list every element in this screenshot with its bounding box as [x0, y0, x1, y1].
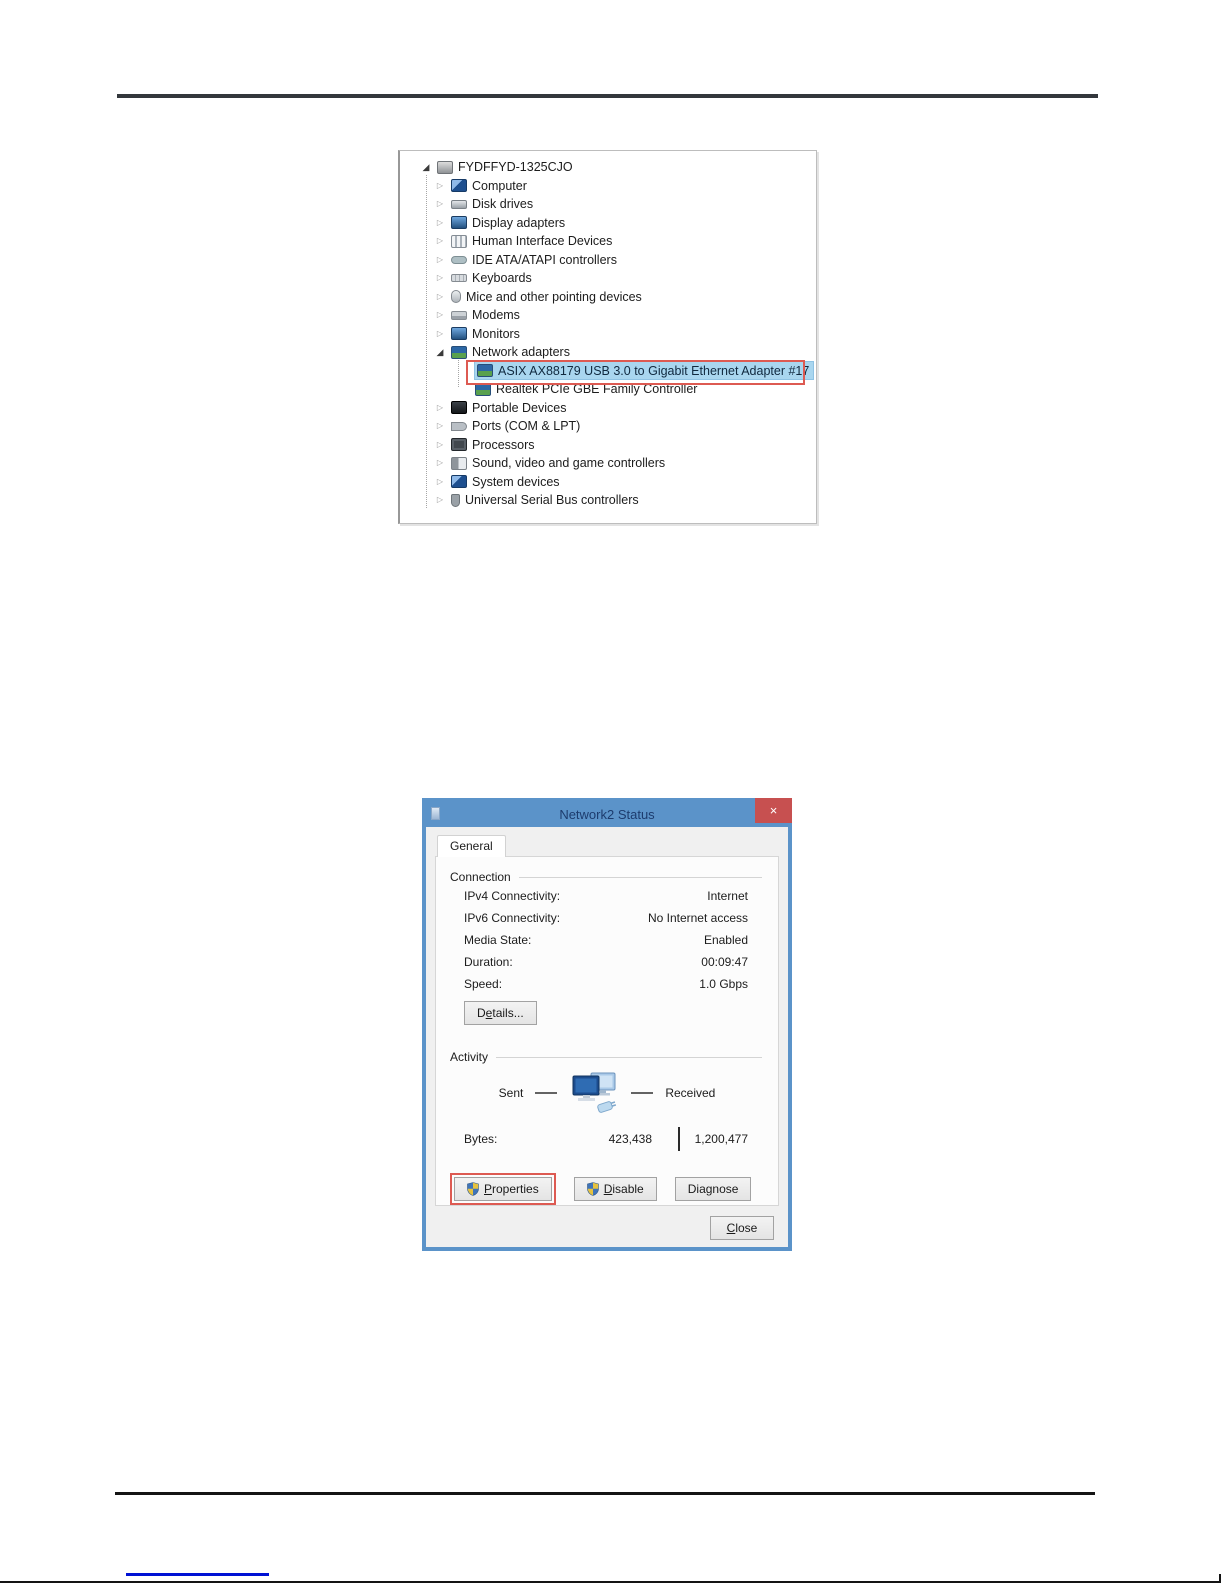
keyboard-icon	[451, 274, 467, 282]
monitor-icon	[451, 327, 467, 340]
connection-row-ipv6	[450, 907, 764, 929]
tree-item-label: ASIX AX88179 USB 3.0 to Gigabit Ethernet Adapter #17	[498, 363, 810, 378]
tree-item-label: Computer	[472, 178, 527, 193]
tab-strip	[435, 835, 779, 857]
tree-item-ports[interactable]	[400, 417, 816, 436]
group-rule	[496, 1057, 762, 1058]
tree-item-computer[interactable]	[400, 177, 816, 196]
expand-arrow-icon[interactable]	[434, 309, 446, 321]
footnote-link-underline[interactable]	[126, 1573, 269, 1576]
processor-icon	[451, 438, 467, 451]
tree-item-sound-controllers[interactable]	[400, 454, 816, 473]
tree-item-label: Human Interface Devices	[472, 234, 613, 249]
bytes-sent-value: 423,438	[608, 1132, 652, 1146]
tree-item-keyboards[interactable]	[400, 269, 816, 288]
display-adapter-icon	[451, 216, 467, 229]
uac-shield-icon	[467, 1182, 479, 1196]
tree-item-portable-devices[interactable]	[400, 399, 816, 418]
page-bottom-tick	[1219, 1574, 1221, 1583]
received-label: Received	[665, 1086, 716, 1100]
general-tab-panel	[435, 856, 779, 1206]
expand-arrow-icon[interactable]	[434, 346, 446, 359]
tree-item-label: Display adapters	[472, 215, 566, 230]
sound-icon	[451, 457, 467, 470]
row-value: 00:09:47	[701, 955, 748, 969]
red-annotation-box	[466, 360, 805, 385]
expand-arrow-icon[interactable]	[420, 161, 432, 174]
usb-icon	[451, 494, 460, 507]
details-button[interactable]: Details...	[464, 1001, 537, 1025]
page-bottom-edge	[0, 1581, 1221, 1583]
row-label: IPv6 Connectivity:	[464, 911, 561, 925]
tree-item-system-devices[interactable]	[400, 473, 816, 492]
ide-controller-icon	[451, 256, 467, 264]
row-label: IPv4 Connectivity:	[464, 889, 561, 903]
row-value: No Internet access	[647, 911, 748, 925]
group-rule	[519, 877, 762, 878]
network-status-icon	[431, 807, 440, 820]
expand-arrow-icon[interactable]	[434, 494, 446, 506]
red-annotation-box	[450, 1173, 556, 1205]
tree-item-label: Ports (COM & LPT)	[472, 419, 581, 434]
tree-item-label: Keyboards	[472, 271, 532, 286]
tree-item-label: Mice and other pointing devices	[466, 289, 642, 304]
row-value: Enabled	[703, 933, 748, 947]
mouse-icon	[451, 290, 461, 303]
tree-item-label: Portable Devices	[472, 400, 567, 415]
network-adapter-category-icon	[451, 346, 467, 359]
row-label: Duration:	[464, 955, 513, 969]
dialog-titlebar[interactable]	[426, 802, 788, 827]
expand-arrow-icon[interactable]	[434, 457, 446, 469]
computer-icon	[451, 179, 467, 192]
bytes-row	[450, 1127, 764, 1151]
expand-arrow-icon[interactable]	[434, 198, 446, 210]
tree-item-hid[interactable]	[400, 232, 816, 251]
row-label: Media State:	[464, 933, 532, 947]
tree-item-modems[interactable]	[400, 306, 816, 325]
close-button[interactable]: Close	[710, 1216, 774, 1240]
expand-arrow-icon[interactable]	[434, 217, 446, 229]
tab-general[interactable]: General	[437, 835, 506, 857]
received-dash	[631, 1092, 653, 1094]
tree-item-label: Monitors	[472, 326, 520, 341]
uac-shield-icon	[587, 1182, 599, 1196]
tree-item-label: Modems	[472, 308, 520, 323]
expand-arrow-icon[interactable]	[434, 328, 446, 340]
tree-item-disk-drives[interactable]	[400, 195, 816, 214]
tree-item-processors[interactable]	[400, 436, 816, 455]
dialog-body	[426, 827, 788, 1247]
expand-arrow-icon[interactable]	[434, 476, 446, 488]
connection-row-media-state	[450, 929, 764, 951]
hid-icon	[451, 235, 467, 248]
connection-group-heading	[450, 869, 764, 885]
disable-button[interactable]: Disable	[574, 1177, 657, 1201]
row-value: Internet	[707, 889, 748, 903]
expand-arrow-icon[interactable]	[434, 235, 446, 247]
page-footer-rule	[115, 1492, 1095, 1495]
connection-row-speed	[450, 973, 764, 995]
expand-arrow-icon[interactable]	[434, 439, 446, 451]
dialog-action-buttons	[450, 1173, 764, 1205]
disk-drive-icon	[451, 200, 467, 209]
tree-item-ide-controllers[interactable]	[400, 251, 816, 270]
activity-group-heading	[450, 1049, 764, 1065]
portable-device-icon	[451, 401, 467, 414]
tree-item-mice[interactable]	[400, 288, 816, 307]
row-value: 1.0 Gbps	[699, 977, 748, 991]
dialog-title: Network2 Status	[559, 807, 655, 822]
network-status-dialog	[422, 798, 792, 1251]
network-activity-computers-icon	[569, 1070, 619, 1116]
tree-item-network-adapters[interactable]	[400, 343, 816, 362]
connection-heading-label: Connection	[450, 870, 511, 884]
tree-item-monitors[interactable]	[400, 325, 816, 344]
row-label: Speed:	[464, 977, 503, 991]
connection-row-ipv4	[450, 885, 764, 907]
expand-arrow-icon[interactable]	[434, 272, 446, 284]
expand-arrow-icon[interactable]	[434, 180, 446, 192]
dialog-footer	[435, 1206, 779, 1240]
sent-dash	[535, 1092, 557, 1094]
page-header-rule	[117, 94, 1098, 98]
system-device-icon	[451, 475, 467, 488]
expand-arrow-icon[interactable]	[434, 402, 446, 414]
properties-button[interactable]: Properties	[454, 1177, 552, 1201]
expand-arrow-icon[interactable]	[434, 291, 446, 303]
tree-item-root[interactable]	[400, 158, 816, 177]
sent-received-row	[450, 1067, 764, 1119]
sent-label: Sent	[498, 1086, 524, 1100]
device-manager-figure	[398, 150, 817, 524]
tree-item-label: Realtek PCIe GBE Family Controller	[496, 382, 698, 397]
activity-heading-label: Activity	[450, 1050, 489, 1064]
close-window-button[interactable]: ×	[755, 798, 792, 823]
ports-icon	[451, 422, 467, 431]
tree-item-label: Disk drives	[472, 197, 534, 212]
modem-icon	[451, 311, 467, 320]
diagnose-button[interactable]: Diagnose	[675, 1177, 752, 1201]
tree-item-label: Processors	[472, 437, 535, 452]
computer-root-icon	[437, 161, 453, 174]
expand-arrow-icon[interactable]	[434, 254, 446, 266]
tree-item-label: Universal Serial Bus controllers	[465, 493, 639, 508]
tree-item-label: System devices	[472, 474, 560, 489]
tree-item-label: Network adapters	[472, 345, 570, 360]
tree-item-label: IDE ATA/ATAPI controllers	[472, 252, 617, 267]
tree-item-usb-controllers[interactable]	[400, 491, 816, 510]
bytes-label: Bytes:	[464, 1132, 498, 1146]
tree-item-label: FYDFFYD-1325CJO	[458, 160, 573, 175]
expand-arrow-icon[interactable]	[434, 420, 446, 432]
connection-row-duration	[450, 951, 764, 973]
bytes-received-value: 1,200,477	[694, 1132, 748, 1146]
tree-item-display-adapters[interactable]	[400, 214, 816, 233]
tree-item-label: Sound, video and game controllers	[472, 456, 666, 471]
